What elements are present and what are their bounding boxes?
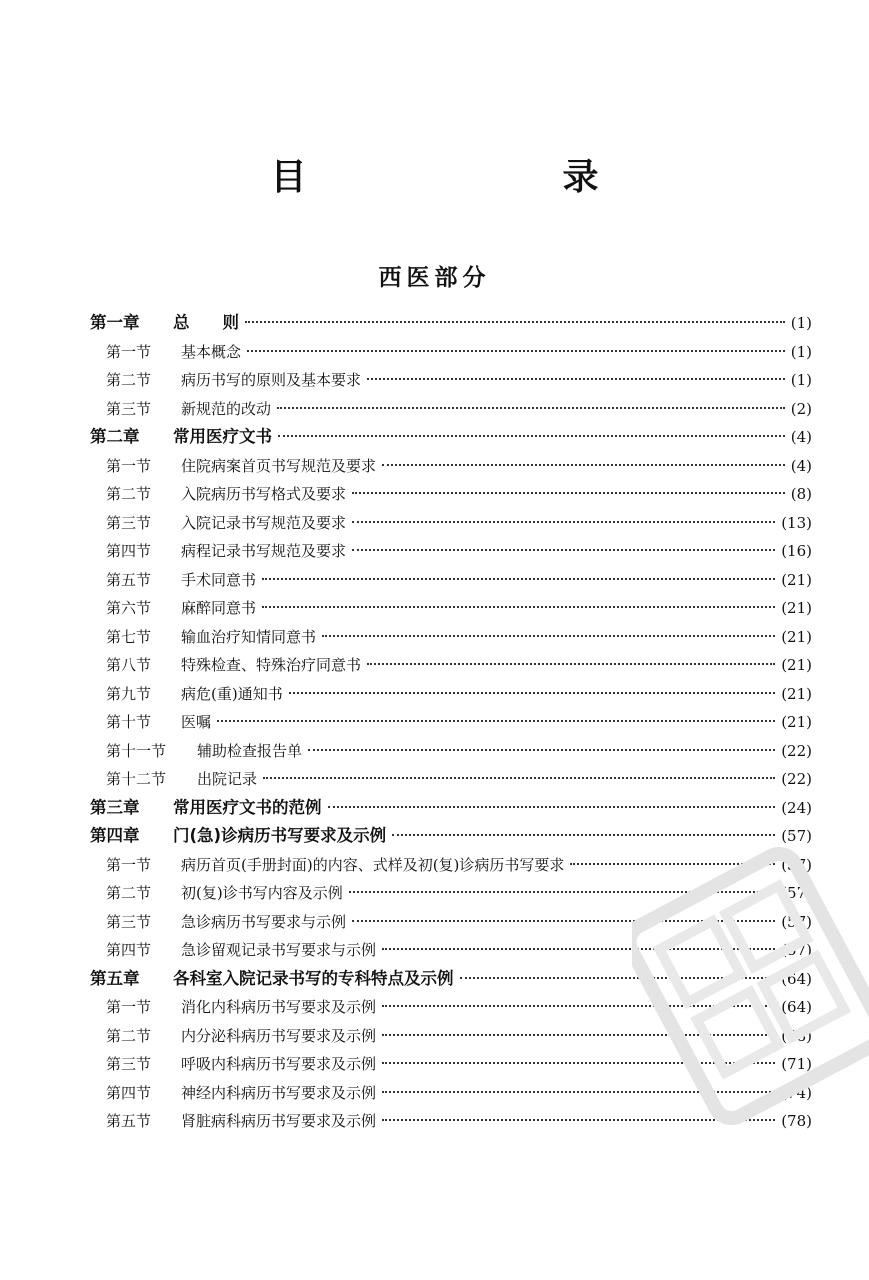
chapter-number: 第四章 xyxy=(90,826,140,845)
section-number: 第八节 xyxy=(106,656,152,674)
section-title-text: 病历书写的原则及基本要求 xyxy=(181,371,362,389)
toc-section-row xyxy=(90,537,812,566)
toc-section-row xyxy=(90,1079,812,1108)
dot-leader xyxy=(382,1062,775,1064)
toc-section-row xyxy=(90,765,812,794)
dot-leader xyxy=(247,350,785,352)
dot-leader xyxy=(245,321,785,323)
toc-section-row xyxy=(90,338,812,367)
section-title-text: 入院病历书写格式及要求 xyxy=(181,485,347,503)
chapter-number: 第二章 xyxy=(90,427,140,446)
section-title-text: 病危(重)通知书 xyxy=(181,684,283,703)
dot-leader xyxy=(349,891,775,893)
toc-section-row xyxy=(90,879,812,908)
section-title-text: 特殊检查、特殊治疗同意书 xyxy=(181,656,362,674)
page-number: (8) xyxy=(790,485,812,503)
toc-section-row xyxy=(90,651,812,680)
section-number: 第十二节 xyxy=(106,770,167,788)
toc-chapter-row xyxy=(90,309,812,338)
toc-section-row xyxy=(90,623,812,652)
page-number: (78) xyxy=(781,1112,812,1130)
section-title-text: 手术同意书 xyxy=(181,570,257,589)
chapter-title: 常用医疗文书 xyxy=(173,427,272,446)
dot-leader xyxy=(262,578,775,580)
section-number: 第五节 xyxy=(106,1112,152,1130)
section-number: 第三节 xyxy=(106,399,152,418)
toc-section-row xyxy=(90,1050,812,1079)
page-number: (57) xyxy=(781,912,812,931)
section-title-text: 辅助检查报告单 xyxy=(197,741,303,760)
dot-leader xyxy=(308,749,775,751)
page-number: (24) xyxy=(781,798,812,817)
section-number: 第四节 xyxy=(106,1083,152,1102)
dot-leader xyxy=(289,692,775,694)
page-number: (57) xyxy=(781,884,812,902)
page-number: (16) xyxy=(781,542,812,560)
dot-leader xyxy=(382,1119,775,1121)
chapter-number: 第一章 xyxy=(90,313,140,332)
dot-leader xyxy=(262,606,775,608)
dot-leader xyxy=(277,407,785,409)
section-title-text: 新规范的改动 xyxy=(181,399,272,418)
toc-section-row xyxy=(90,737,812,766)
dot-leader xyxy=(570,863,775,865)
toc-chapter-row xyxy=(90,965,812,994)
dot-leader xyxy=(382,1034,775,1036)
toc-section-row xyxy=(90,680,812,709)
dot-leader xyxy=(382,464,785,466)
chapter-title: 门(急)诊病历书写要求及示例 xyxy=(173,826,387,845)
section-title: 西医部分 xyxy=(378,265,491,291)
page-number: (1) xyxy=(790,314,812,332)
page-number: (71) xyxy=(781,1055,812,1073)
toc-section-row xyxy=(90,708,812,737)
page-number: (74) xyxy=(781,1083,812,1102)
section-number: 第一节 xyxy=(106,456,152,475)
page-number: (57) xyxy=(781,941,812,959)
section-title-text: 肾脏病科病历书写要求及示例 xyxy=(181,1112,377,1130)
page-number: (4) xyxy=(790,456,812,475)
section-number: 第二节 xyxy=(106,371,152,389)
dot-leader xyxy=(263,777,775,779)
page-number: (68) xyxy=(781,1026,812,1045)
dot-leader xyxy=(352,920,775,922)
section-title-text: 内分泌科病历书写要求及示例 xyxy=(181,1026,377,1045)
page-number: (21) xyxy=(781,570,812,589)
chapter-number: 第五章 xyxy=(90,968,140,988)
dot-leader xyxy=(382,1005,775,1007)
section-number: 第四节 xyxy=(106,542,152,560)
section-title-text: 初(复)诊书写内容及示例 xyxy=(181,884,343,902)
section-number: 第十节 xyxy=(106,713,152,731)
section-number: 第十一节 xyxy=(106,741,167,760)
page-number: (2) xyxy=(790,399,812,418)
dot-leader xyxy=(352,492,785,494)
section-title-text: 病历首页(手册封面)的内容、式样及初(复)诊病历书写要求 xyxy=(181,855,565,874)
toc-chapter-row xyxy=(90,822,812,851)
page-number: (22) xyxy=(781,770,812,788)
section-number: 第二节 xyxy=(106,884,152,902)
dot-leader xyxy=(278,435,785,437)
toc-chapter-row xyxy=(90,423,812,452)
dot-leader xyxy=(328,806,776,808)
toc-section-row xyxy=(90,1107,812,1136)
toc-chapter-row xyxy=(90,794,812,823)
section-number: 第五节 xyxy=(106,570,152,589)
section-title-text: 入院记录书写规范及要求 xyxy=(181,513,347,532)
dot-leader xyxy=(367,663,775,665)
page-number: (21) xyxy=(781,656,812,674)
toc-section-row xyxy=(90,993,812,1022)
page-number: (57) xyxy=(781,855,812,874)
chapter-title: 各科室入院记录书写的专科特点及示例 xyxy=(173,968,454,988)
section-number: 第三节 xyxy=(106,1055,152,1073)
dot-leader xyxy=(352,549,775,551)
section-title-text: 医嘱 xyxy=(181,713,212,731)
page-number: (4) xyxy=(790,428,812,446)
section-title-text: 住院病案首页书写规范及要求 xyxy=(181,456,377,475)
toc-section-row xyxy=(90,480,812,509)
toc-section-row xyxy=(90,936,812,965)
section-number: 第一节 xyxy=(106,855,152,874)
page-number: (21) xyxy=(781,684,812,703)
section-title-text: 急诊病历书写要求与示例 xyxy=(181,912,347,931)
chapter-title: 常用医疗文书的范例 xyxy=(173,797,322,817)
section-title-text: 病程记录书写规范及要求 xyxy=(181,542,347,560)
toc-section-row xyxy=(90,566,812,595)
dot-leader xyxy=(382,1091,775,1093)
section-number: 第二节 xyxy=(106,485,152,503)
page-number: (22) xyxy=(781,741,812,760)
toc-section-row xyxy=(90,908,812,937)
page-number: (13) xyxy=(781,513,812,532)
page-number: (21) xyxy=(781,713,812,731)
toc-section-row xyxy=(90,851,812,880)
section-number: 第七节 xyxy=(106,627,152,646)
section-title-text: 麻醉同意书 xyxy=(181,599,257,617)
page-number: (64) xyxy=(781,969,812,988)
chapter-title: 总 则 xyxy=(173,313,239,332)
section-title-text: 急诊留观记录书写要求与示例 xyxy=(181,941,377,959)
page-number: (21) xyxy=(781,599,812,617)
dot-leader xyxy=(382,948,775,950)
section-title-text: 消化内科病历书写要求及示例 xyxy=(181,998,377,1016)
toc-section-row xyxy=(90,395,812,424)
page-number: (21) xyxy=(781,627,812,646)
toc-section-row xyxy=(90,1022,812,1051)
page-title: 目 录 xyxy=(270,157,709,198)
dot-leader xyxy=(460,977,776,979)
toc-section-row xyxy=(90,452,812,481)
page-number: (1) xyxy=(790,371,812,389)
page-number: (57) xyxy=(781,827,812,845)
toc-section-row xyxy=(90,366,812,395)
chapter-number: 第三章 xyxy=(90,797,140,817)
dot-leader xyxy=(367,378,785,380)
section-title-text: 输血治疗知情同意书 xyxy=(181,627,317,646)
dot-leader xyxy=(322,635,775,637)
dot-leader xyxy=(352,521,775,523)
section-number: 第三节 xyxy=(106,912,152,931)
section-number: 第一节 xyxy=(106,342,152,361)
page-number: (64) xyxy=(781,998,812,1016)
section-title-text: 神经内科病历书写要求及示例 xyxy=(181,1083,377,1102)
section-title-text: 基本概念 xyxy=(181,342,242,361)
section-title-text: 呼吸内科病历书写要求及示例 xyxy=(181,1055,377,1073)
section-number: 第四节 xyxy=(106,941,152,959)
section-number: 第三节 xyxy=(106,513,152,532)
page-number: (1) xyxy=(790,342,812,361)
dot-leader xyxy=(217,720,775,722)
section-number: 第六节 xyxy=(106,599,152,617)
section-number: 第九节 xyxy=(106,684,152,703)
toc-section-row xyxy=(90,509,812,538)
toc-section-row xyxy=(90,594,812,623)
section-number: 第二节 xyxy=(106,1026,152,1045)
section-title-text: 出院记录 xyxy=(197,770,258,788)
section-number: 第一节 xyxy=(106,998,152,1016)
dot-leader xyxy=(392,834,775,836)
table-of-contents xyxy=(90,309,812,1136)
